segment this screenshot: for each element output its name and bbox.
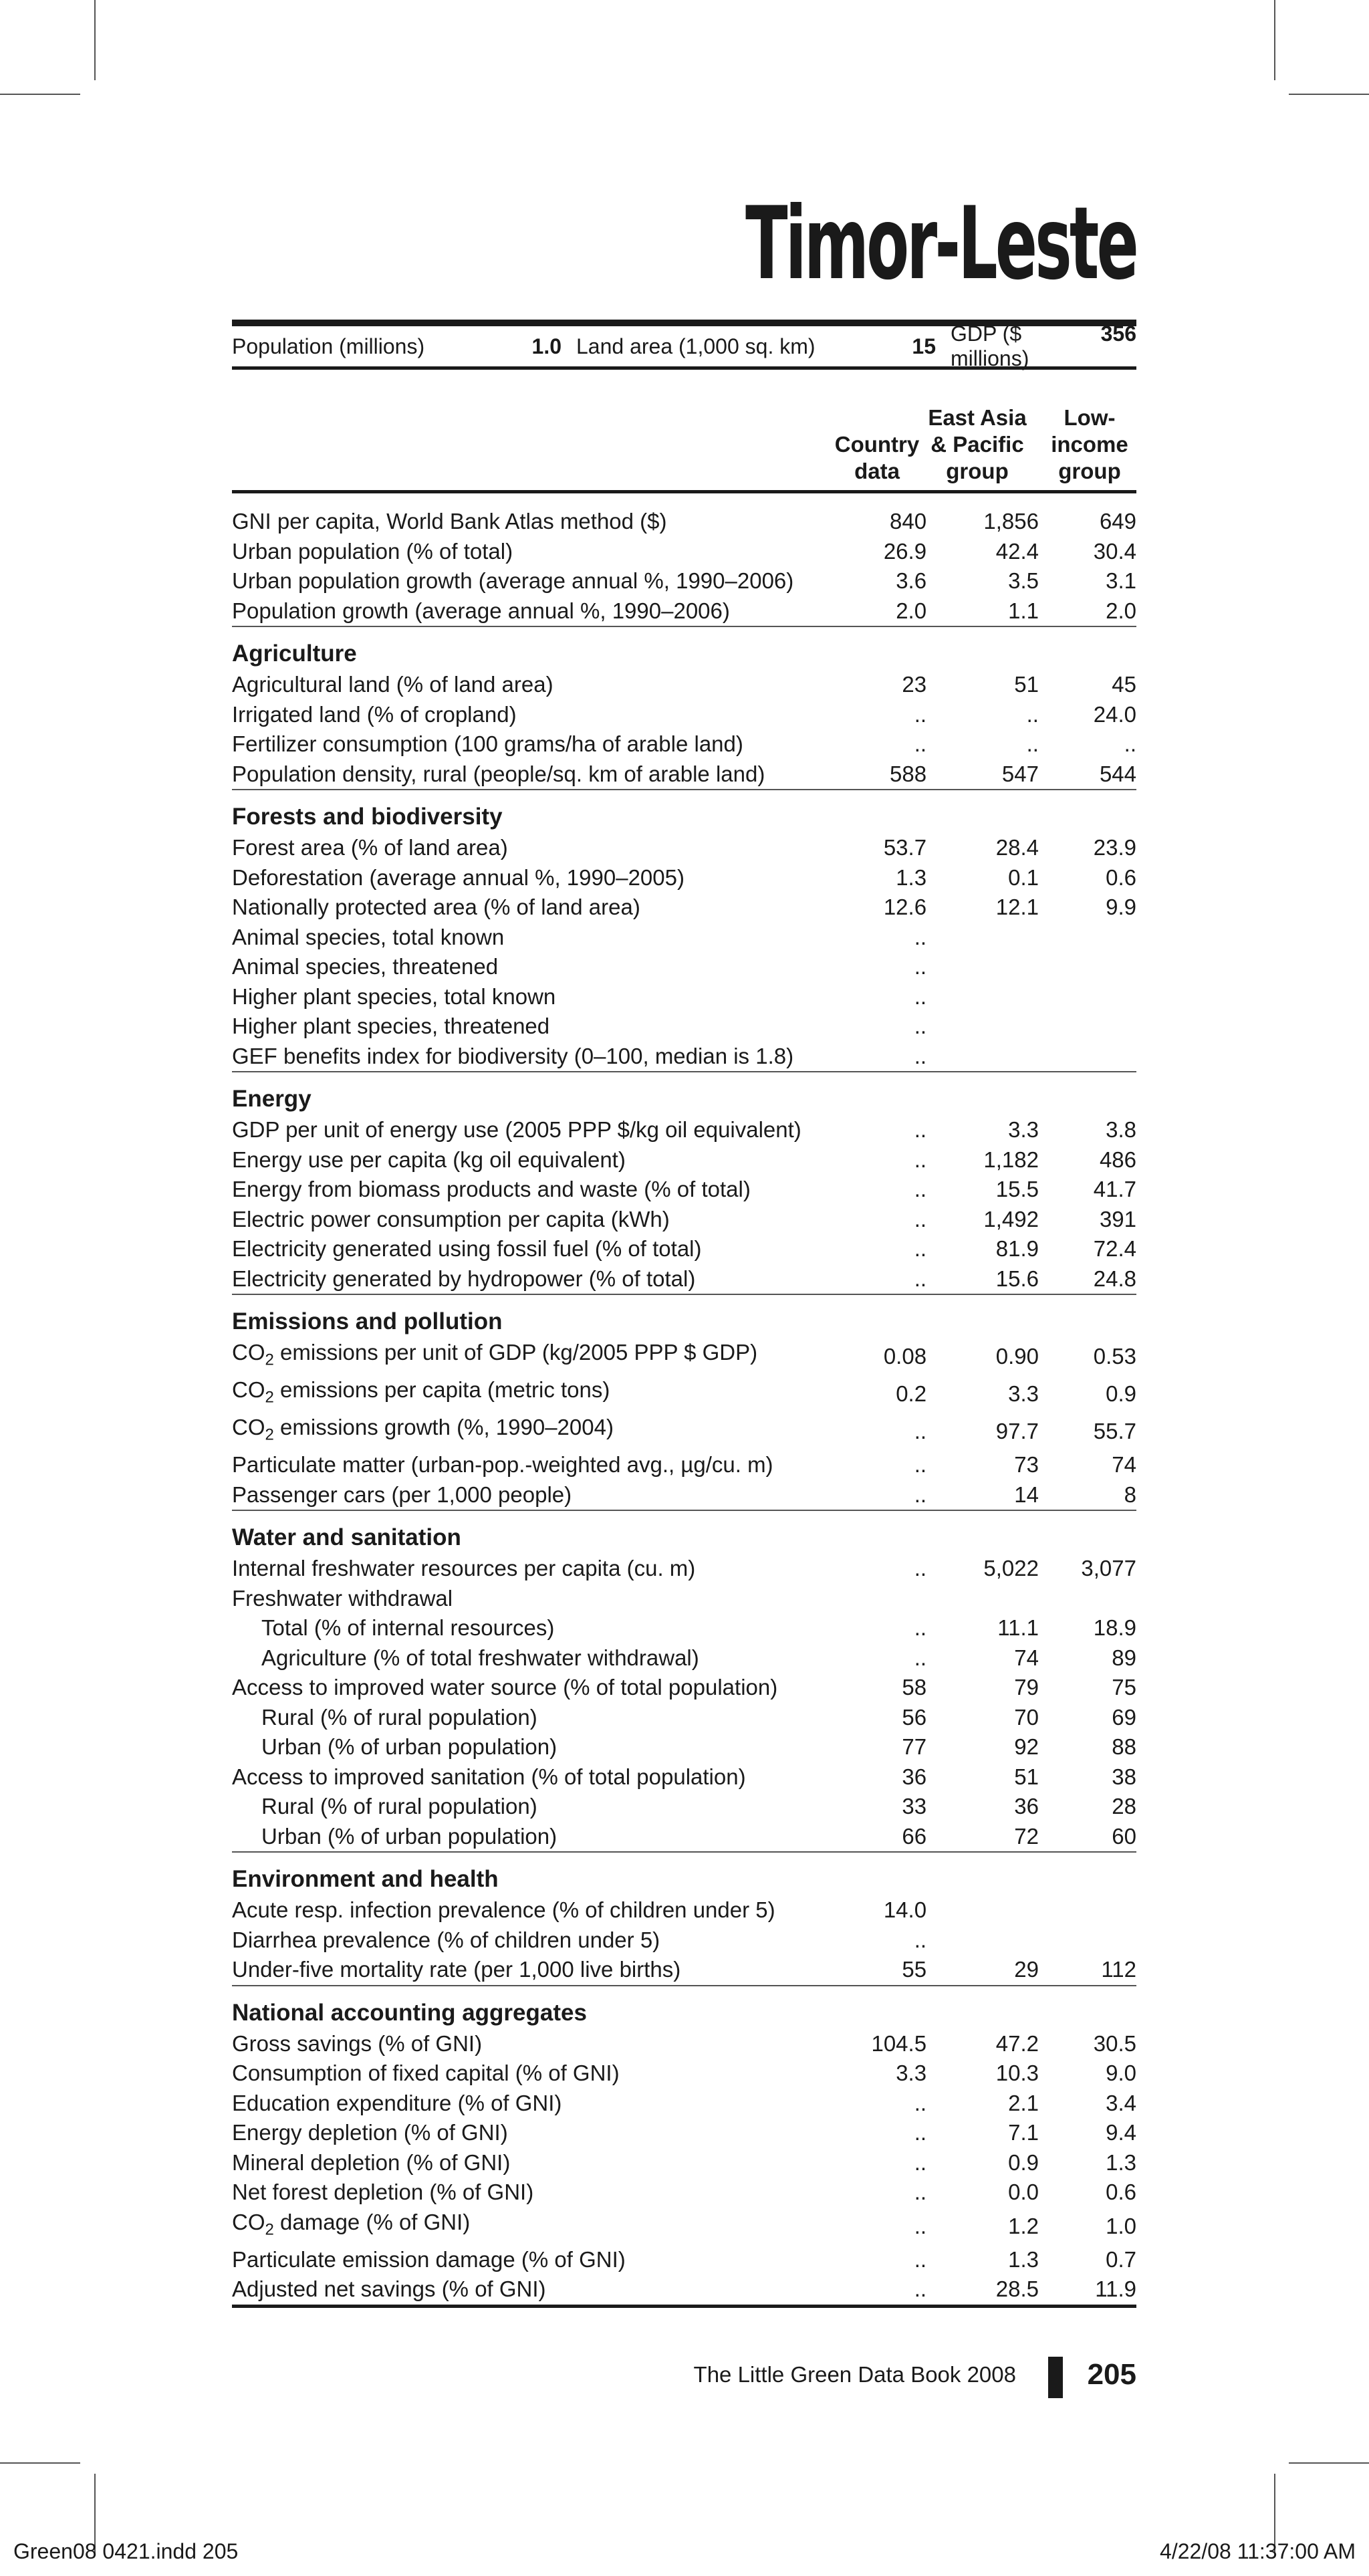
income-value: 112 — [1039, 1955, 1136, 1986]
country-value: 1.3 — [896, 864, 927, 890]
indicator-label: Total (% of internal resources) — [261, 1615, 555, 1641]
region-value: 1.1 — [926, 596, 1039, 627]
table-row — [232, 1613, 1136, 1643]
summary-value: 356 — [1100, 322, 1136, 346]
country-value: .. — [914, 1177, 927, 1201]
page-footer — [232, 2350, 1136, 2397]
crop-mark — [0, 94, 80, 95]
income-value: 74 — [1112, 1452, 1136, 1478]
table-row — [232, 1450, 1136, 1480]
region-value: 1.3 — [1008, 2246, 1039, 2272]
column-header-income: Low- income group — [1051, 405, 1128, 483]
table-row — [232, 1822, 1136, 1853]
income-value: 11.9 — [1095, 2276, 1136, 2302]
income-value: 3,077 — [1081, 1556, 1136, 1581]
region-value: 29 — [926, 1955, 1039, 1986]
income-value: 45 — [1112, 672, 1136, 697]
country-value: 14.0 — [883, 1897, 927, 1923]
region-value: 547 — [926, 759, 1039, 790]
income-value: 649 — [1099, 509, 1136, 534]
region-value: 0.9 — [1008, 2149, 1039, 2175]
table-row — [232, 1413, 1136, 1450]
page-title: Timor-Leste — [745, 186, 1136, 302]
table-row — [232, 2208, 1136, 2245]
table-row — [232, 507, 1136, 537]
income-value: 0.53 — [1093, 1343, 1136, 1369]
indicator-label: $CO_2$ emissions per unit of GDP (kg/2005 PPP $ GDP) — [232, 1340, 758, 1369]
table-row — [232, 2148, 1136, 2178]
column-header-country: Country data — [834, 432, 920, 483]
country-value: 77 — [902, 1734, 927, 1760]
income-value: 3.4 — [1106, 2090, 1136, 2115]
table-row — [232, 2089, 1136, 2119]
table-row — [232, 1480, 1136, 1511]
table-row — [232, 1792, 1136, 1822]
crop-mark — [0, 2462, 80, 2464]
country-value: .. — [914, 701, 927, 727]
country-value: 58 — [902, 1675, 927, 1700]
country-value: .. — [914, 1117, 927, 1142]
indicator-label: Electricity generated using fossil fuel (% of total) — [232, 1236, 702, 1261]
indicator-label: Consumption of fixed capital (% of GNI) — [232, 2061, 620, 2086]
region-value: 73 — [1014, 1452, 1039, 1478]
indicator-label: Urban (% of urban population) — [261, 1734, 557, 1760]
crop-mark — [1274, 0, 1275, 80]
data-page — [232, 186, 1136, 2308]
land-area-summary — [576, 334, 951, 359]
table-row — [232, 596, 1136, 627]
region-value: 79 — [1014, 1675, 1039, 1700]
table-row — [232, 1115, 1136, 1145]
indicator-label: GDP per unit of energy use (2005 PPP $/kg oil equivalent) — [232, 1117, 801, 1142]
indicator-label: Urban (% of urban population) — [232, 1822, 830, 1853]
region-value: 15.6 — [926, 1264, 1039, 1295]
indicator-label: Internal freshwater resources per capita (cu. m) — [232, 1556, 696, 1581]
region-value: 3.5 — [1008, 568, 1039, 593]
indicator-label: Rural (% of rural population) — [261, 1794, 537, 1819]
table-row — [232, 1584, 1136, 1614]
table-row — [232, 1205, 1136, 1235]
summary-label: GDP ($ millions) — [951, 322, 1029, 370]
income-value: 75 — [1112, 1675, 1136, 1700]
region-value — [926, 1584, 1039, 1614]
region-value: 1.2 — [1008, 2213, 1039, 2238]
table-row — [232, 2118, 1136, 2148]
region-value — [926, 1895, 1039, 1925]
region-value: 3.3 — [1008, 1117, 1039, 1142]
table-row — [232, 1375, 1136, 1413]
section-heading-row — [232, 790, 1136, 833]
country-value: 3.3 — [896, 2061, 927, 2086]
income-value: 89 — [1112, 1645, 1136, 1670]
section-heading: Forests and biodiversity — [232, 804, 503, 830]
summary-label: Population (millions) — [232, 334, 425, 358]
country-value: .. — [914, 2090, 927, 2115]
country-value: .. — [914, 731, 927, 756]
country-value: .. — [914, 2246, 927, 2272]
indicator-label: Higher plant species, total known — [232, 983, 556, 1009]
income-value: 88 — [1112, 1734, 1136, 1760]
section-heading: Emissions and pollution — [232, 1308, 503, 1334]
footer-bar — [1048, 2357, 1063, 2398]
section-heading: Agriculture — [232, 640, 357, 667]
country-value: 36 — [902, 1764, 927, 1789]
income-value: 69 — [1112, 1704, 1136, 1730]
region-value: 10.3 — [995, 2061, 1039, 2086]
table-row — [232, 1042, 1136, 1072]
income-value: 55.7 — [1093, 1418, 1136, 1443]
region-value: 0.0 — [1008, 2180, 1039, 2205]
table-row — [232, 1338, 1136, 1375]
table-row — [232, 1895, 1136, 1925]
table-row — [232, 1762, 1136, 1792]
income-value: 72.4 — [1093, 1236, 1136, 1261]
crop-mark — [94, 0, 96, 80]
region-value: 42.4 — [995, 538, 1039, 564]
section-heading-row — [232, 626, 1136, 670]
region-value: .. — [1026, 731, 1039, 756]
indicator-label: Agricultural land (% of land area) — [232, 672, 553, 697]
income-value: 9.4 — [1106, 2120, 1136, 2145]
indicator-label: Freshwater withdrawal — [232, 1585, 453, 1611]
table-row — [232, 759, 1136, 790]
section-heading-row — [232, 1852, 1136, 1895]
indicator-label: Adjusted net savings (% of GNI) — [232, 2276, 546, 2302]
column-header-region: East Asia & Pacific group — [928, 405, 1027, 483]
country-value: 55 — [830, 1955, 926, 1986]
income-value — [1039, 952, 1136, 982]
country-value: .. — [914, 2180, 927, 2205]
indicator-label: Electricity generated by hydropower (% of total) — [232, 1264, 830, 1295]
income-value: 1.0 — [1106, 2213, 1136, 2238]
section-heading-row — [232, 1294, 1136, 1338]
indicator-label: Nationally protected area (% of land area) — [232, 895, 640, 919]
indicator-label: Energy from biomass products and waste (% of total) — [232, 1177, 751, 1201]
table-row — [232, 1554, 1136, 1584]
income-value: 3.1 — [1106, 568, 1136, 593]
income-value: 544 — [1039, 759, 1136, 790]
region-value — [926, 1012, 1039, 1042]
indicator-label: Irrigated land (% of cropland) — [232, 701, 517, 727]
indicator-label: Urban population growth (average annual %, 1990–2006) — [232, 568, 794, 593]
table-row — [232, 700, 1136, 730]
region-value — [926, 1925, 1039, 1956]
country-value: 26.9 — [883, 538, 927, 564]
region-value: 92 — [1014, 1734, 1039, 1760]
indicator-label: Population density, rural (people/sq. km of arable land) — [232, 759, 830, 790]
table-row — [232, 1145, 1136, 1175]
table-row — [232, 1234, 1136, 1264]
region-value: 28.5 — [995, 2276, 1039, 2302]
slug-file: Green08 0421.indd 205 — [13, 2539, 239, 2563]
country-value: .. — [914, 2276, 927, 2302]
indicator-label: Higher plant species, threatened — [232, 1014, 550, 1038]
country-value: .. — [914, 2213, 927, 2238]
income-value — [1039, 1925, 1136, 1956]
table-row — [232, 1264, 1136, 1295]
indicator-label: Under-five mortality rate (per 1,000 live births) — [232, 1955, 830, 1986]
region-value: 81.9 — [995, 1236, 1039, 1261]
indicator-label: Access to improved sanitation (% of total population) — [232, 1764, 746, 1789]
indicator-label: Diarrhea prevalence (% of children under 5) — [232, 1927, 660, 1952]
country-value: .. — [914, 1556, 927, 1581]
table-row — [232, 1175, 1136, 1205]
table-row — [232, 729, 1136, 759]
country-value: .. — [830, 1480, 926, 1511]
country-value: .. — [914, 2149, 927, 2175]
income-value: 9.0 — [1106, 2061, 1136, 2086]
summary-bar — [232, 322, 1136, 370]
country-value: 104.5 — [871, 2030, 927, 2056]
region-value: 0.1 — [1008, 864, 1039, 890]
table-row — [232, 2029, 1136, 2059]
region-value: 74 — [1014, 1645, 1039, 1670]
income-value: 28 — [1112, 1794, 1136, 1819]
indicator-label: Particulate emission damage (% of GNI) — [232, 2246, 626, 2272]
indicator-label: Urban population (% of total) — [232, 538, 513, 564]
indicator-label: Animal species, threatened — [232, 954, 499, 979]
income-value: 0.6 — [1106, 864, 1136, 890]
country-value: 2.0 — [830, 596, 926, 627]
table-row — [232, 2245, 1136, 2275]
region-value: 72 — [926, 1822, 1039, 1853]
country-value: .. — [914, 1206, 927, 1232]
indicator-label: GEF benefits index for biodiversity (0–100, median is 1.8) — [232, 1042, 830, 1072]
region-value — [926, 952, 1039, 982]
indicator-label: $CO_2$ damage (% of GNI) — [232, 2209, 471, 2239]
indicator-label: Forest area (% of land area) — [232, 835, 508, 860]
country-value: .. — [914, 1014, 927, 1038]
population-summary — [232, 334, 576, 359]
country-value: 588 — [830, 759, 926, 790]
country-value — [830, 1584, 926, 1614]
country-value: 23 — [902, 672, 927, 697]
country-value: .. — [830, 1264, 926, 1295]
book-title: The Little Green Data Book 2008 — [693, 2362, 1016, 2387]
indicator-label: Energy use per capita (kg oil equivalent) — [232, 1147, 626, 1172]
country-value: .. — [830, 1042, 926, 1072]
indicator-label: $CO_2$ emissions per capita (metric tons) — [232, 1377, 610, 1407]
income-value — [1039, 1895, 1136, 1925]
region-value: 51 — [1014, 672, 1039, 697]
region-value: 51 — [1014, 1764, 1039, 1789]
country-value: .. — [914, 1236, 927, 1261]
country-value: 840 — [890, 509, 927, 534]
table-row — [232, 893, 1136, 923]
table-row — [232, 863, 1136, 893]
table-row — [232, 1955, 1136, 1986]
spacer-row — [232, 493, 1136, 507]
region-value: .. — [1026, 701, 1039, 727]
indicator-label: Passenger cars (per 1,000 people) — [232, 1480, 830, 1511]
region-value: 2.1 — [1008, 2090, 1039, 2115]
indicator-label: GNI per capita, World Bank Atlas method ($) — [232, 509, 667, 534]
income-value: 18.9 — [1093, 1615, 1136, 1641]
section-heading: Environment and health — [232, 1866, 499, 1893]
country-value: 0.08 — [883, 1343, 927, 1369]
income-value: 3.8 — [1106, 1117, 1136, 1142]
indicator-table — [232, 493, 1136, 2305]
country-value: .. — [914, 1645, 927, 1670]
region-value: 3.3 — [1008, 1381, 1039, 1406]
summary-value: 15 — [912, 334, 936, 358]
income-value: 391 — [1099, 1206, 1136, 1232]
indicator-label: Gross savings (% of GNI) — [232, 2030, 483, 2056]
section-heading: Water and sanitation — [232, 1524, 461, 1551]
income-value: 41.7 — [1093, 1177, 1136, 1201]
table-row — [232, 1732, 1136, 1762]
indicator-label: Fertilizer consumption (100 grams/ha of arable land) — [232, 731, 743, 756]
region-value: 12.1 — [995, 895, 1039, 919]
region-value: 97.7 — [995, 1418, 1039, 1443]
income-value: 23.9 — [1093, 835, 1136, 860]
summary-label: Land area (1,000 sq. km) — [576, 334, 816, 358]
income-value: .. — [1124, 731, 1136, 756]
section-heading-row — [232, 1510, 1136, 1554]
income-value: 60 — [1039, 1822, 1136, 1853]
indicator-label: Education expenditure (% of GNI) — [232, 2090, 562, 2115]
country-value: .. — [914, 1147, 927, 1172]
region-value: 7.1 — [1008, 2120, 1039, 2145]
table-row — [232, 537, 1136, 567]
region-value: 0.90 — [995, 1343, 1039, 1369]
table-row — [232, 670, 1136, 700]
indicator-label: Rural (% of rural population) — [261, 1704, 537, 1730]
income-value: 30.5 — [1093, 2030, 1136, 2056]
region-value: 14 — [926, 1480, 1039, 1511]
region-value: 1,182 — [983, 1147, 1039, 1172]
income-value: 9.9 — [1106, 895, 1136, 919]
country-value: 56 — [902, 1704, 927, 1730]
table-row — [232, 923, 1136, 953]
income-value: 8 — [1039, 1480, 1136, 1511]
table-bottom-rule — [232, 2305, 1136, 2308]
region-value: 1,856 — [983, 509, 1039, 534]
income-value: 24.0 — [1093, 701, 1136, 727]
region-value — [926, 982, 1039, 1012]
income-value: 38 — [1112, 1764, 1136, 1789]
country-value: .. — [914, 1927, 927, 1952]
indicator-label: Electric power consumption per capita (kWh) — [232, 1206, 670, 1232]
indicator-label: Deforestation (average annual %, 1990–2005) — [232, 864, 684, 890]
indicator-label: $CO_2$ emissions growth (%, 1990–2004) — [232, 1415, 614, 1444]
table-row — [232, 2274, 1136, 2305]
table-row — [232, 2059, 1136, 2089]
table-row — [232, 1012, 1136, 1042]
table-row — [232, 566, 1136, 596]
country-value: .. — [914, 1615, 927, 1641]
country-value: .. — [914, 983, 927, 1009]
section-heading: National accounting aggregates — [232, 1999, 587, 2026]
country-value: 33 — [902, 1794, 927, 1819]
country-value: .. — [914, 1418, 927, 1443]
table-row — [232, 982, 1136, 1012]
indicator-label: Population growth (average annual %, 1990–2006) — [232, 596, 830, 627]
region-value: 28.4 — [995, 835, 1039, 860]
income-value: 1.3 — [1106, 2149, 1136, 2175]
gdp-summary — [951, 322, 1136, 371]
page-number: 205 — [1087, 2358, 1136, 2391]
section-heading-row — [232, 1986, 1136, 2029]
table-row — [232, 1673, 1136, 1703]
indicator-label: Net forest depletion (% of GNI) — [232, 2180, 534, 2205]
country-value: 66 — [830, 1822, 926, 1853]
income-value — [1039, 923, 1136, 953]
income-value: 24.8 — [1039, 1264, 1136, 1295]
country-value: .. — [914, 954, 927, 979]
country-value: 53.7 — [883, 835, 927, 860]
section-heading-row — [232, 1072, 1136, 1115]
region-value — [926, 923, 1039, 953]
indicator-label: Energy depletion (% of GNI) — [232, 2120, 508, 2145]
income-value — [1039, 1012, 1136, 1042]
region-value: 70 — [1014, 1704, 1039, 1730]
table-row — [232, 1925, 1136, 1956]
country-value: 0.2 — [896, 1381, 927, 1406]
country-value: 3.6 — [896, 568, 927, 593]
country-value: .. — [914, 1452, 927, 1478]
region-value: 5,022 — [983, 1556, 1039, 1581]
income-value: 30.4 — [1093, 538, 1136, 564]
column-headers — [232, 371, 1136, 490]
table-row — [232, 2178, 1136, 2208]
income-value — [1039, 1584, 1136, 1614]
crop-mark — [1289, 94, 1369, 95]
region-value: 36 — [1014, 1794, 1039, 1819]
crop-mark — [1289, 2462, 1369, 2464]
table-row — [232, 833, 1136, 863]
table-row — [232, 1643, 1136, 1673]
region-value — [926, 1042, 1039, 1072]
country-value: 12.6 — [883, 895, 927, 919]
income-value: 0.6 — [1106, 2180, 1136, 2205]
region-value: 11.1 — [997, 1615, 1039, 1641]
income-value — [1039, 1042, 1136, 1072]
indicator-label: Animal species, total known — [232, 924, 505, 949]
country-value: .. — [914, 924, 927, 949]
indicator-label: Access to improved water source (% of total population) — [232, 1675, 778, 1700]
region-value: 15.5 — [995, 1177, 1039, 1201]
region-value: 47.2 — [995, 2030, 1039, 2056]
section-heading: Energy — [232, 1086, 312, 1112]
country-value: .. — [914, 2120, 927, 2145]
income-value: 0.9 — [1106, 1381, 1136, 1406]
indicator-label: Mineral depletion (% of GNI) — [232, 2149, 511, 2175]
indicator-label: Particulate matter (urban-pop.-weighted avg., µg/cu. m) — [232, 1452, 773, 1478]
table-row — [232, 952, 1136, 982]
summary-value: 1.0 — [531, 334, 562, 358]
income-value: 2.0 — [1039, 596, 1136, 627]
indicator-label: Acute resp. infection prevalence (% of children under 5) — [232, 1897, 775, 1923]
region-value: 1,492 — [983, 1206, 1039, 1232]
slug-timestamp: 4/22/08 11:37:00 AM — [1160, 2539, 1356, 2563]
indicator-label: Agriculture (% of total freshwater withdrawal) — [261, 1645, 699, 1670]
income-value: 0.7 — [1106, 2246, 1136, 2272]
income-value: 486 — [1099, 1147, 1136, 1172]
table-row — [232, 1703, 1136, 1733]
income-value — [1039, 982, 1136, 1012]
